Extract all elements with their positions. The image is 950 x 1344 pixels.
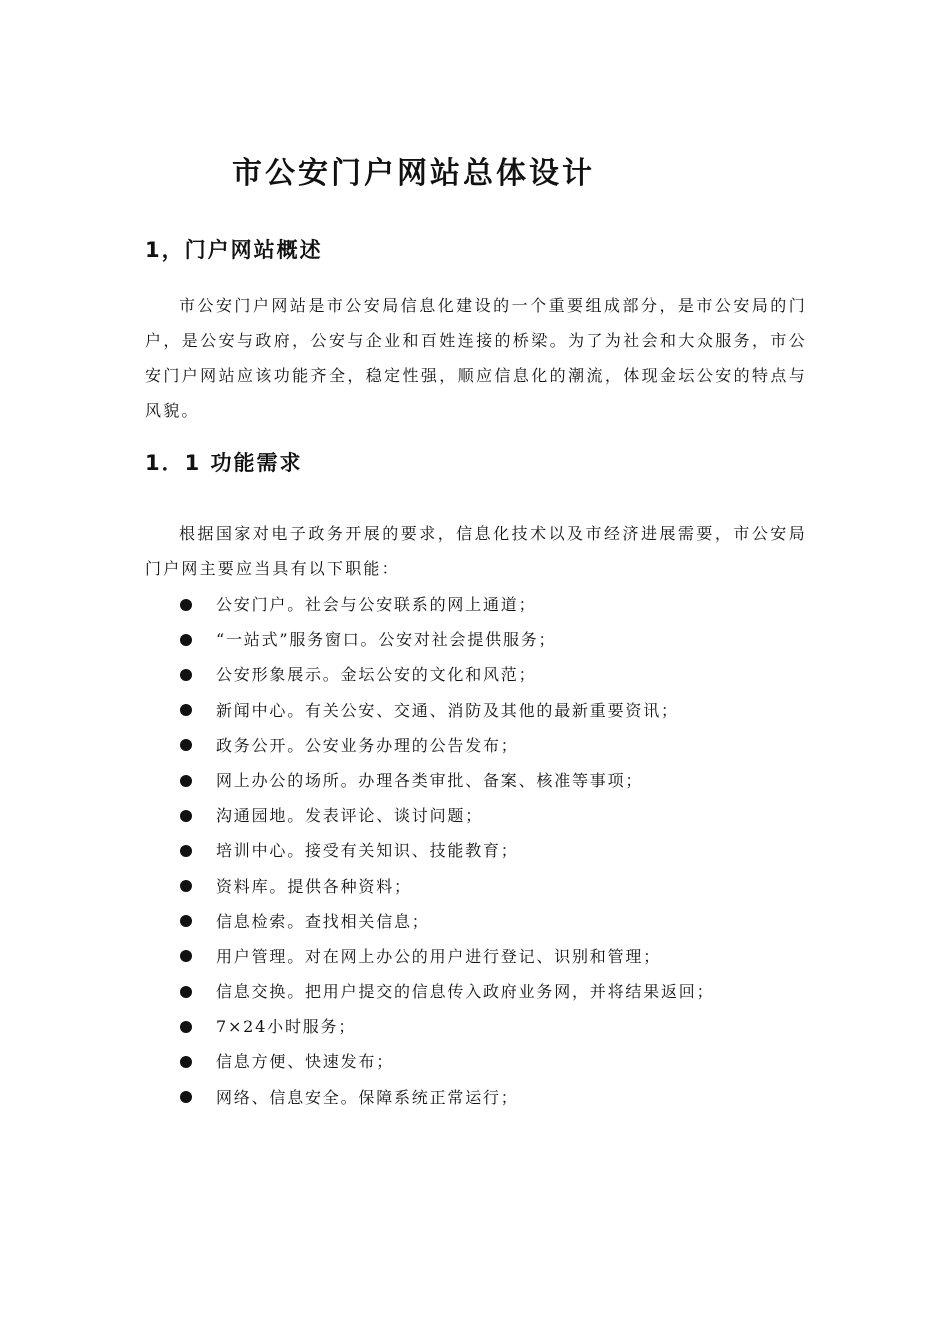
bullet-icon (180, 704, 192, 716)
list-item-text: 培训中心。接受有关知识、技能教育； (216, 841, 519, 861)
bullet-icon (180, 986, 192, 998)
bullet-icon (180, 775, 192, 787)
list-item (180, 1080, 714, 1115)
requirements-list (180, 587, 714, 1115)
requirements-intro-paragraph: 根据国家对电子政务开展的要求，信息化技术以及市经济进展需要，市公安局门户网主要应当具有以下职能： (145, 524, 807, 578)
list-item-text: 信息检索。查找相关信息； (216, 911, 430, 931)
bullet-icon (180, 599, 192, 611)
list-item (180, 939, 714, 974)
list-item (180, 904, 714, 939)
list-item (180, 798, 714, 833)
list-item (180, 693, 714, 728)
list-item (180, 833, 714, 868)
bullet-icon (180, 634, 192, 646)
bullet-icon (180, 845, 192, 857)
overview-paragraph: 市公安门户网站是市公安局信息化建设的一个重要组成部分，是市公安局的门户，是公安与政府，公安与企业和百姓连接的桥梁。为了为社会和大众服务，市公安门户网站应该功能齐全，稳定性强，顺应信息化的潮流，体现金坛公安的特点与风貌。 (145, 296, 807, 420)
list-item (180, 869, 714, 904)
list-item-text: 用户管理。对在网上办公的用户进行登记、识别和管理； (216, 946, 662, 966)
section-heading-overview: 1，门户网站概述 (145, 238, 323, 262)
bullet-icon (180, 950, 192, 962)
section-heading-requirements: 1．1 功能需求 (145, 451, 303, 475)
list-item-text: 政务公开。公安业务办理的公告发布； (216, 735, 519, 755)
list-item (180, 974, 714, 1009)
list-item-text: 信息方便、快速发布； (216, 1052, 395, 1072)
bullet-icon (180, 810, 192, 822)
list-item (180, 728, 714, 763)
list-item (180, 587, 714, 622)
list-item (180, 657, 714, 692)
list-item-text: “一站式”服务窗口。公安对社会提供服务； (216, 630, 557, 650)
bullet-icon (180, 739, 192, 751)
list-item (180, 763, 714, 798)
document-title: 市公安门户网站总体设计 (232, 156, 595, 191)
list-item-text: 资料库。提供各种资料； (216, 876, 412, 896)
bullet-icon (180, 880, 192, 892)
bullet-icon (180, 1056, 192, 1068)
list-item-text: 公安形象展示。金坛公安的文化和风范； (216, 665, 537, 685)
list-item-text: 网上办公的场所。办理各类审批、备案、核准等事项； (216, 770, 644, 790)
list-item (180, 1044, 714, 1079)
bullet-icon (180, 1091, 192, 1103)
bullet-icon (180, 915, 192, 927)
list-item-text: 沟通园地。发表评论、谈讨问题； (216, 806, 484, 826)
list-item (180, 1009, 714, 1044)
list-item (180, 622, 714, 657)
bullet-icon (180, 669, 192, 681)
list-item-text: 7×24小时服务； (216, 1017, 357, 1037)
bullet-icon (180, 1021, 192, 1033)
list-item-text: 公安门户。社会与公安联系的网上通道； (216, 595, 537, 614)
list-item-text: 新闻中心。有关公安、交通、消防及其他的最新重要资讯； (216, 700, 679, 720)
list-item-text: 网络、信息安全。保障系统正常运行； (216, 1087, 519, 1107)
list-item-text: 信息交换。把用户提交的信息传入政府业务网，并将结果返回； (216, 982, 715, 1002)
